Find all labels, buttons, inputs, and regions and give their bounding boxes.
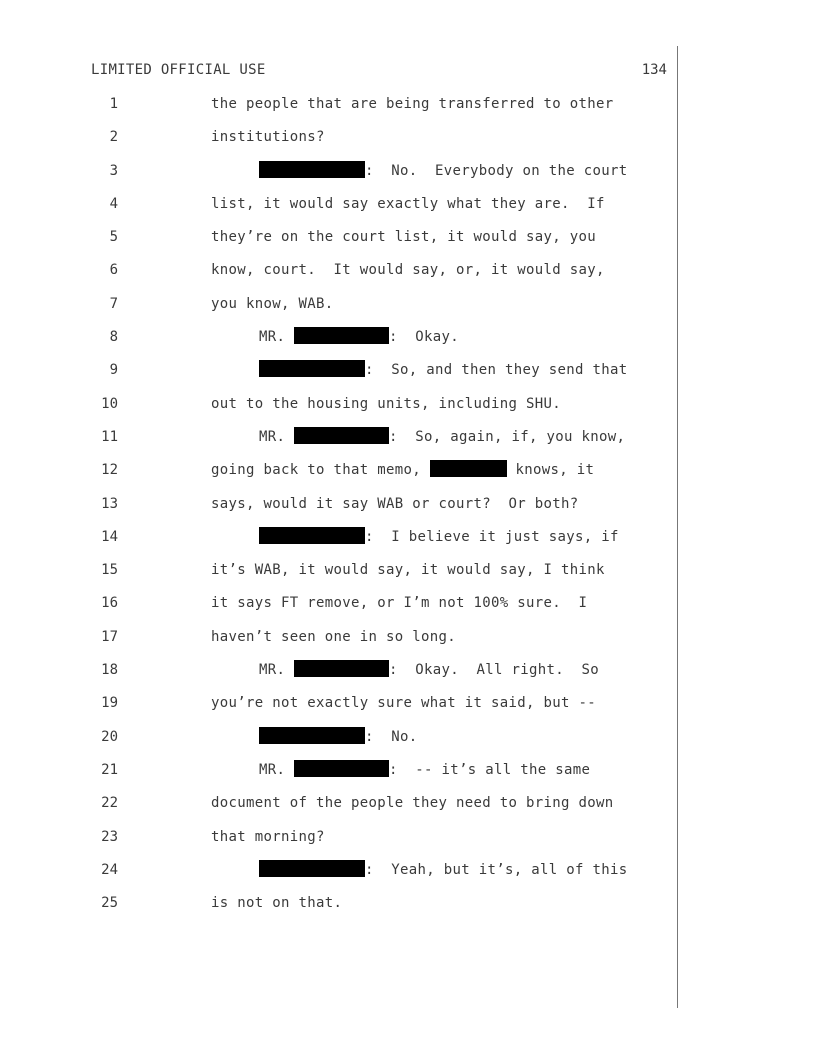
line-number: 10 xyxy=(101,395,118,412)
transcript-line xyxy=(0,194,816,227)
transcript-line xyxy=(0,827,816,860)
line-text: they’re on the court list, it would say, you xyxy=(211,229,596,246)
speaker-line xyxy=(259,427,625,447)
redaction-box xyxy=(259,360,365,377)
speaker-line xyxy=(259,360,627,380)
speaker-line xyxy=(259,727,418,747)
transcript-line xyxy=(0,227,816,260)
line-text: institutions? xyxy=(211,129,325,146)
redaction-box xyxy=(259,161,365,178)
line-number: 4 xyxy=(109,195,118,212)
transcript-line xyxy=(0,727,816,760)
transcript-line xyxy=(0,360,816,393)
redaction-box xyxy=(259,860,365,877)
transcript-line xyxy=(0,527,816,560)
transcript-line xyxy=(0,793,816,826)
speaker-line xyxy=(259,860,627,880)
line-text: : So, again, if, you know, xyxy=(389,428,626,445)
speaker-line xyxy=(259,161,627,181)
transcript-line xyxy=(0,627,816,660)
line-text: : Okay. xyxy=(389,329,459,346)
speaker-prefix: MR. xyxy=(259,329,294,346)
line-number: 9 xyxy=(109,362,118,379)
line-number: 6 xyxy=(109,262,118,279)
transcript-line xyxy=(0,260,816,293)
line-number: 5 xyxy=(109,229,118,246)
line-text: haven’t seen one in so long. xyxy=(211,628,456,645)
speaker-prefix: MR. xyxy=(259,662,294,679)
line-text: is not on that. xyxy=(211,895,343,912)
transcript-line xyxy=(0,294,816,327)
redaction-box xyxy=(294,327,389,344)
transcript-line xyxy=(0,494,816,527)
line-text: knows, it xyxy=(506,462,595,479)
transcript-line xyxy=(0,460,816,493)
speaker-line xyxy=(259,760,590,780)
speaker-prefix: MR. xyxy=(259,761,294,778)
line-text: it’s WAB, it would say, it would say, I think xyxy=(211,562,605,579)
transcript-body xyxy=(0,94,816,926)
line-text: the people that are being transferred to other xyxy=(211,96,614,112)
line-number: 3 xyxy=(109,162,118,179)
line-number: 2 xyxy=(109,129,118,146)
line-number: 25 xyxy=(101,895,118,912)
line-text: : -- it’s all the same xyxy=(389,761,591,778)
line-text: says, would it say WAB or court? Or both? xyxy=(211,495,579,512)
transcript-line xyxy=(0,94,816,127)
line-text: : Yeah, but it’s, all of this xyxy=(365,861,628,878)
line-number: 16 xyxy=(101,595,118,612)
transcript-line xyxy=(0,327,816,360)
line-text: that morning? xyxy=(211,828,325,845)
line-number: 24 xyxy=(101,861,118,878)
line-text: you’re not exactly sure what it said, but -- xyxy=(211,695,596,712)
transcript-line xyxy=(0,893,816,926)
redaction-box xyxy=(294,660,389,677)
line-text: out to the housing units, including SHU. xyxy=(211,395,561,412)
transcript-line xyxy=(0,760,816,793)
speaker-line xyxy=(259,527,619,547)
line-number: 17 xyxy=(101,628,118,645)
transcript-line xyxy=(0,394,816,427)
line-text: : No. xyxy=(365,728,418,745)
speaker-line xyxy=(259,660,599,680)
line-text: know, court. It would say, or, it would say, xyxy=(211,262,605,279)
line-number: 22 xyxy=(101,795,118,812)
transcript-line xyxy=(0,660,816,693)
line-number: 13 xyxy=(101,495,118,512)
line-number: 20 xyxy=(101,728,118,745)
transcript-line xyxy=(0,161,816,194)
transcript-line xyxy=(0,860,816,893)
line-text: : Okay. All right. So xyxy=(389,662,599,679)
redaction-box xyxy=(430,460,507,477)
line-number: 19 xyxy=(101,695,118,712)
line-text: : No. Everybody on the court xyxy=(365,162,628,179)
line-number: 23 xyxy=(101,828,118,845)
transcript-line xyxy=(0,560,816,593)
redaction-box xyxy=(259,727,365,744)
transcript-line xyxy=(0,427,816,460)
line-number: 7 xyxy=(109,295,118,312)
redaction-box xyxy=(259,527,365,544)
transcript-line xyxy=(0,127,816,160)
line-number: 21 xyxy=(101,761,118,778)
speaker-line xyxy=(211,460,594,480)
redaction-box xyxy=(294,427,389,444)
line-number: 15 xyxy=(101,562,118,579)
page-number: 134 xyxy=(641,62,667,78)
classification-header: LIMITED OFFICIAL USE xyxy=(91,62,266,78)
line-text: going back to that memo, xyxy=(211,462,430,479)
line-number: 11 xyxy=(101,428,118,445)
transcript-line xyxy=(0,593,816,626)
line-number: 18 xyxy=(101,662,118,679)
line-number: 14 xyxy=(101,528,118,545)
speaker-line xyxy=(259,327,459,347)
line-number: 8 xyxy=(109,329,118,346)
line-number: 12 xyxy=(101,462,118,479)
redaction-box xyxy=(294,760,389,777)
speaker-prefix: MR. xyxy=(259,428,294,445)
line-text: it says FT remove, or I’m not 100% sure. I xyxy=(211,595,588,612)
line-number: 1 xyxy=(109,96,118,112)
line-text: : I believe it just says, if xyxy=(365,528,619,545)
line-text: list, it would say exactly what they are. If xyxy=(211,195,605,212)
line-text: : So, and then they send that xyxy=(365,362,628,379)
line-text: you know, WAB. xyxy=(211,295,334,312)
transcript-line xyxy=(0,693,816,726)
line-text: document of the people they need to bring down xyxy=(211,795,614,812)
